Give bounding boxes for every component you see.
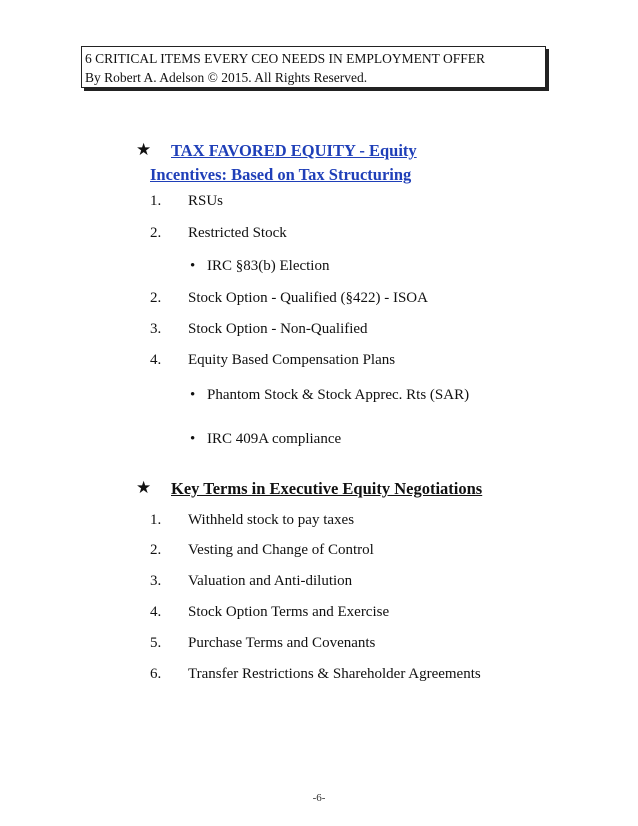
item-text: Valuation and Anti-dilution <box>188 573 353 589</box>
section-title-line2: Incentives: Based on Tax Structuring <box>150 165 412 184</box>
item-number: 4. <box>150 604 162 620</box>
bullet-icon: • <box>190 431 196 447</box>
item-text: Restricted Stock <box>188 225 287 241</box>
item-number: 6. <box>150 666 162 682</box>
section-title: Key Terms in Executive Equity Negotiations <box>171 479 483 498</box>
item-number: 2. <box>150 225 162 241</box>
page-number: -6- <box>312 792 326 804</box>
item-text: Stock Option Terms and Exercise <box>188 604 390 620</box>
section-title-line1: TAX FAVORED EQUITY - Equity <box>171 141 417 160</box>
item-text: RSUs <box>188 193 224 209</box>
item-number: 1. <box>150 193 162 209</box>
item-number: 1. <box>150 512 162 528</box>
item-text: IRC 409A compliance <box>207 431 342 447</box>
star-icon: ★ <box>136 140 152 159</box>
item-text: Stock Option - Non-Qualified <box>188 321 368 337</box>
bullet-icon: • <box>190 258 196 274</box>
header-title: 6 CRITICAL ITEMS EVERY CEO NEEDS IN EMPLOYMENT OFFER <box>85 51 486 66</box>
item-text: IRC §83(b) Election <box>207 258 330 274</box>
item-text: Equity Based Compensation Plans <box>188 352 396 368</box>
item-text: Stock Option - Qualified (§422) - ISOA <box>188 290 428 306</box>
item-text: Purchase Terms and Covenants <box>188 635 376 651</box>
document-header <box>81 46 546 88</box>
item-number: 3. <box>150 321 162 337</box>
bullet-icon: • <box>190 387 196 403</box>
item-text: Vesting and Change of Control <box>188 542 374 558</box>
header-author: By Robert A. Adelson © 2015. All Rights Reserved. <box>85 70 368 85</box>
item-text: Phantom Stock & Stock Apprec. Rts (SAR) <box>207 387 470 403</box>
item-text: Withheld stock to pay taxes <box>188 512 355 528</box>
item-number: 2. <box>150 290 162 306</box>
item-number: 5. <box>150 635 162 651</box>
item-number: 2. <box>150 542 162 558</box>
item-number: 4. <box>150 352 162 368</box>
item-text: Transfer Restrictions & Shareholder Agreements <box>188 666 481 682</box>
star-icon: ★ <box>136 478 152 497</box>
item-number: 3. <box>150 573 162 589</box>
